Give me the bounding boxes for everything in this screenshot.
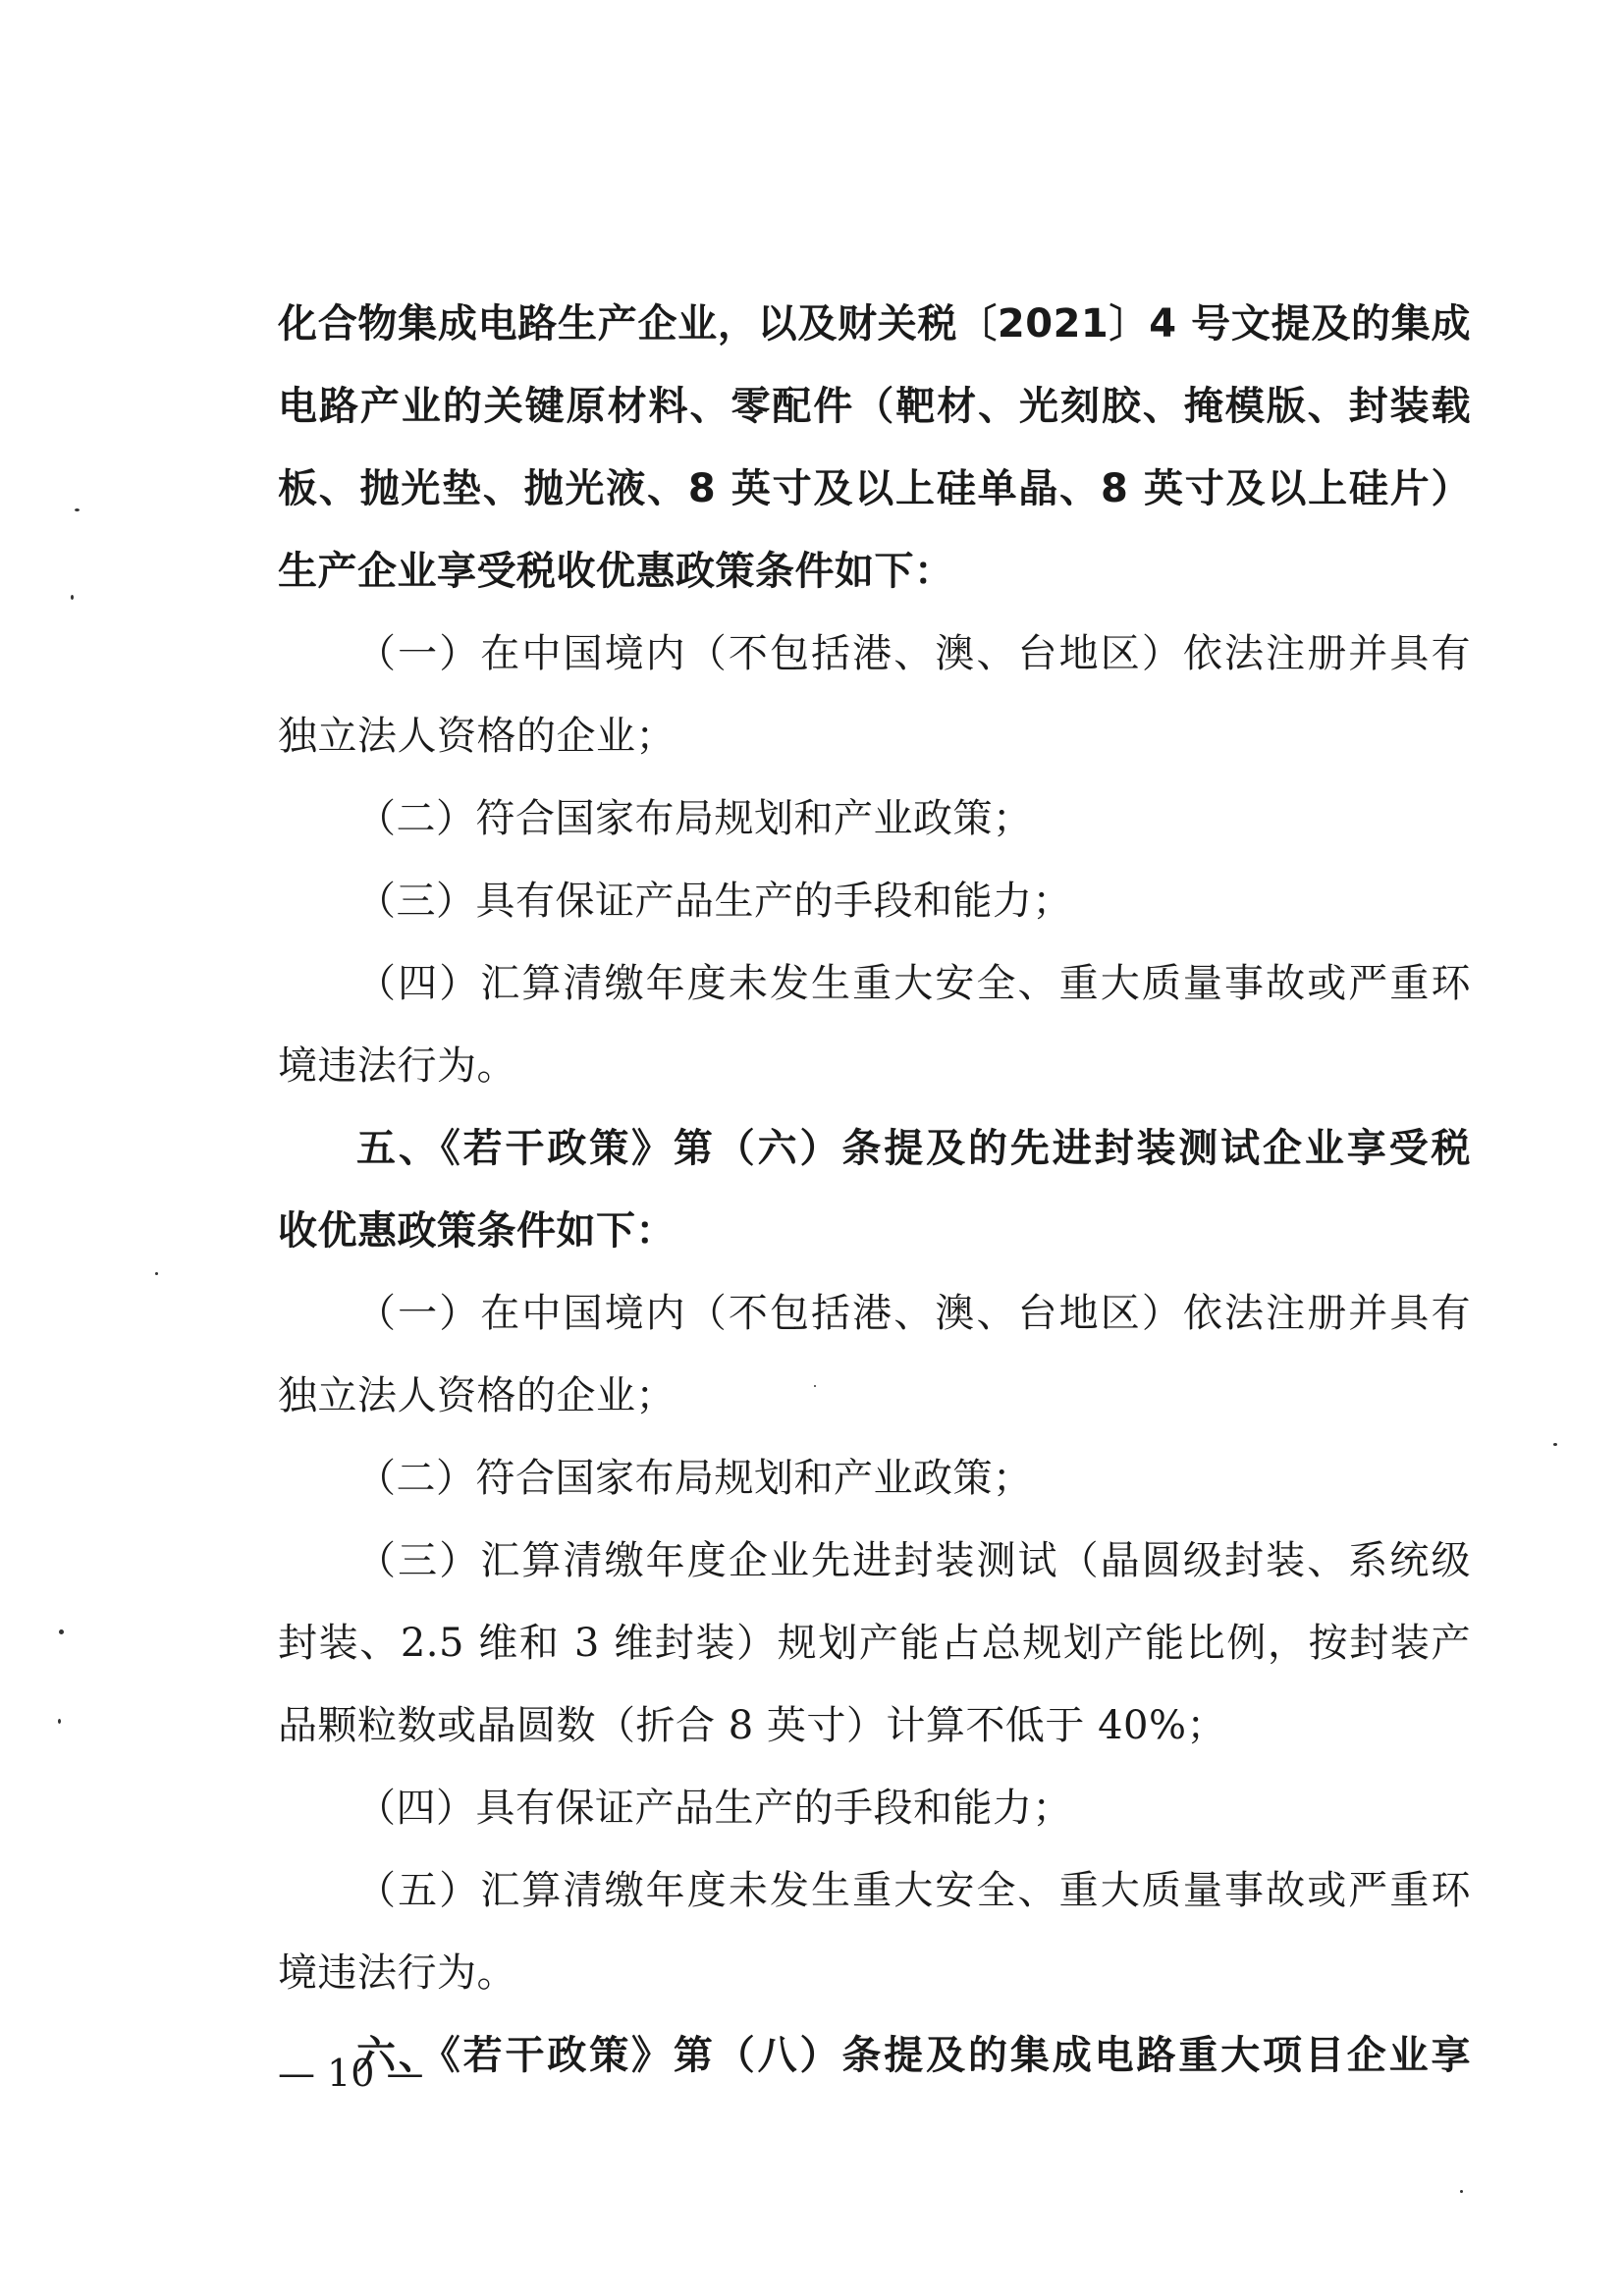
text-line-9: （四）汇算清缴年度未发生重大安全、重大质量事故或严重环: [356, 961, 1471, 1006]
scan-speck: [814, 1385, 816, 1387]
text-line-15: （二）符合国家布局规划和产业政策；: [356, 1456, 1033, 1501]
text-line-6: 独立法人资格的企业；: [278, 714, 676, 759]
text-line-18: 品颗粒数或晶圆数（折合 8 英寸）计算不低于 40%；: [278, 1703, 1226, 1748]
text-line-7: （二）符合国家布局规划和产业政策；: [356, 796, 1033, 841]
text-line-20: （五）汇算清缴年度未发生重大安全、重大质量事故或严重环: [356, 1868, 1471, 1913]
scan-speck: [1553, 1443, 1557, 1446]
text-line-17: 封装、2.5 维和 3 维封装）规划产能占总规划产能比例，按封装产: [278, 1621, 1471, 1666]
scan-speck: [71, 595, 74, 600]
text-line-13: （一）在中国境内（不包括港、澳、台地区）依法注册并具有: [356, 1291, 1471, 1336]
text-line-16: （三）汇算清缴年度企业先进封装测试（晶圆级封装、系统级: [356, 1538, 1471, 1583]
text-line-1: 化合物集成电路生产企业，以及财关税〔2021〕4 号文提及的集成: [278, 301, 1471, 347]
scan-speck: [155, 1272, 158, 1275]
text-line-2: 电路产业的关键原材料、零配件（靶材、光刻胶、掩模版、封装载: [278, 384, 1471, 429]
text-line-5: （一）在中国境内（不包括港、澳、台地区）依法注册并具有: [356, 631, 1471, 676]
body-text: [278, 283, 1471, 2097]
text-line-10: 境违法行为。: [278, 1043, 516, 1089]
scan-speck: [58, 1719, 61, 1724]
scan-speck: [1460, 2190, 1463, 2193]
text-line-4: 生产企业享受税收优惠政策条件如下：: [278, 549, 954, 594]
text-line-14: 独立法人资格的企业；: [278, 1373, 676, 1418]
text-line-22: 六、《若干政策》第（八）条提及的集成电路重大项目企业享: [356, 2033, 1471, 2078]
text-line-3: 板、抛光垫、抛光液、8 英寸及以上硅单晶、8 英寸及以上硅片）: [278, 466, 1471, 511]
text-line-8: （三）具有保证产品生产的手段和能力；: [356, 879, 1072, 924]
scan-speck: [75, 508, 80, 511]
text-line-11: 五、《若干政策》第（六）条提及的先进封装测试企业享受税: [356, 1126, 1471, 1171]
text-line-12: 收优惠政策条件如下：: [278, 1208, 676, 1254]
page-number: — 10 —: [278, 2052, 424, 2095]
text-line-21: 境违法行为。: [278, 1950, 516, 1996]
text-line-19: （四）具有保证产品生产的手段和能力；: [356, 1786, 1072, 1831]
scan-speck: [59, 1629, 64, 1634]
